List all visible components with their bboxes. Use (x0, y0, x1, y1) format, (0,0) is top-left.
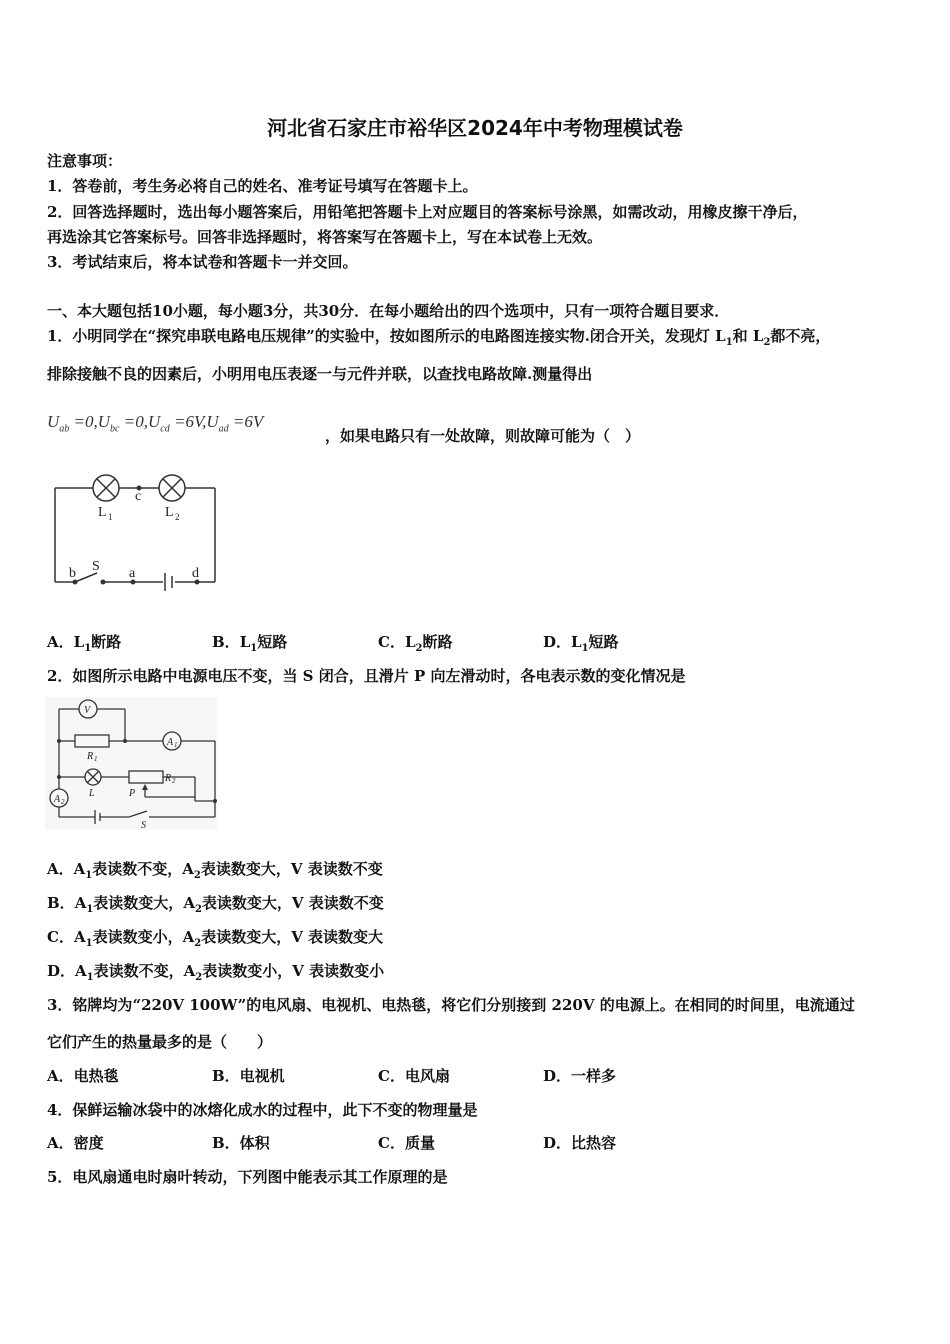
question-3-line1: 3．铭牌均为“220V 100W”的电风扇、电视机、电热毯，将它们分别接到 220V 的电源上。在相同的时间里，电流通过 (47, 996, 855, 1014)
question-5-stem: 5．电风扇通电时扇叶转动，下列图中能表示其工作原理的是 (47, 1168, 448, 1186)
notice-heading: 注意事项： (47, 152, 123, 170)
q1-option-c[interactable]: C．$L_2$断路 (378, 633, 453, 654)
q3-option-b[interactable]: B．电视机 (212, 1067, 285, 1085)
switch-s-label: S (141, 820, 146, 830)
q1-option-d[interactable]: D．$L_1$短路 (543, 633, 619, 654)
page-title: 河北省石家庄市裕华区2024年中考物理模试卷 (267, 116, 683, 140)
resistor-r2-label: R (165, 773, 172, 784)
question-1-line1: 1．小明同学在“探究串联电路电压规律”的实验中，按如图所示的电路图连接实物.闭合开关，发现灯 $L_1$和 $L_2$都不亮， (47, 327, 831, 348)
ammeter-a1-subscript: 1 (174, 741, 178, 749)
notice-item: 3．考试结束后，将本试卷和答题卡一并交回。 (47, 253, 358, 271)
rheostat-circuit-diagram (45, 697, 217, 830)
notice-item: 再选涂其它答案标号。回答非选择题时，将答案写在答题卡上，写在本试卷上无效。 (47, 228, 603, 246)
lamp-l2-subscript: 2 (175, 512, 180, 522)
ammeter-a1-label: A (167, 737, 174, 748)
q3-option-a[interactable]: A．电热毯 (47, 1067, 119, 1085)
section-heading: 一、本大题包括10小题，每小题3分，共30分．在每小题给出的四个选项中，只有一项符合题目要求． (47, 302, 730, 320)
q1-option-a[interactable]: A．$L_1$断路 (47, 633, 122, 654)
q4-option-b[interactable]: B．体积 (212, 1134, 270, 1152)
node-c-label: c (135, 489, 142, 504)
lamp-l1-label: L (98, 505, 107, 520)
notice-item: 2．回答选择题时，选出每小题答案后，用铅笔把答题卡上对应题目的答案标号涂黑，如需改动，用橡皮擦干净后， (47, 203, 808, 221)
lamp-l-label: L (89, 788, 95, 799)
q2-option-c[interactable]: C．$A_1$表读数变小，$A_2$表读数变大，V 表读数变大 (47, 928, 384, 949)
node-a-label: a (129, 566, 136, 581)
q1-option-b[interactable]: B．$L_1$短路 (212, 633, 288, 654)
node-b-label: b (69, 566, 76, 581)
question-4-stem: 4．保鲜运输冰袋中的冰熔化成水的过程中，此下不变的物理量是 (47, 1101, 478, 1119)
slider-p-label: P (129, 788, 136, 799)
q2-option-a[interactable]: A．$A_1$表读数不变，$A_2$表读数变大，V 表读数不变 (47, 860, 383, 881)
q3-option-c[interactable]: C．电风扇 (378, 1067, 450, 1085)
ammeter-a2-label: A (54, 794, 61, 805)
node-d-label: d (192, 566, 199, 581)
voltage-formula: $U_{ab} =0,U_{bc} =0,U_{cd} =6V,U_{ad} =6V$ (47, 412, 264, 435)
lamp-l1-subscript: 1 (108, 512, 113, 522)
question-1-line3: ，如果电路只有一处故障，则故障可能为（ ） (325, 427, 641, 445)
voltmeter-label: V (84, 705, 91, 716)
resistor-r1-subscript: 1 (94, 755, 98, 763)
q3-option-d[interactable]: D．一样多 (543, 1067, 617, 1085)
series-circuit-diagram (45, 470, 230, 595)
q2-option-d[interactable]: D．$A_1$表读数不变，$A_2$表读数变小，V 表读数变小 (47, 962, 385, 983)
ammeter-a2-subscript: 2 (61, 798, 65, 806)
notice-item: 1．答卷前，考生务必将自己的姓名、准考证号填写在答题卡上。 (47, 177, 478, 195)
switch-s-label: S (92, 559, 100, 574)
q4-option-c[interactable]: C．质量 (378, 1134, 435, 1152)
resistor-r1-label: R (87, 751, 94, 762)
resistor-r2-subscript: 2 (172, 777, 176, 785)
lamp-l2-label: L (165, 505, 174, 520)
q4-option-a[interactable]: A．密度 (47, 1134, 104, 1152)
q2-option-b[interactable]: B．$A_1$表读数变大，$A_2$表读数变大，V 表读数不变 (47, 894, 384, 915)
q4-option-d[interactable]: D．比热容 (543, 1134, 617, 1152)
question-3-line2: 它们产生的热量最多的是（ ） (47, 1033, 273, 1051)
question-1-line2: 排除接触不良的因素后，小明用电压表逐一与元件并联，以查找电路故障.测量得出 (47, 365, 593, 383)
question-2-stem: 2．如图所示电路中电源电压不变，当 S 闭合，且滑片 P 向左滑动时，各电表示数的变化情况是 (47, 667, 686, 685)
